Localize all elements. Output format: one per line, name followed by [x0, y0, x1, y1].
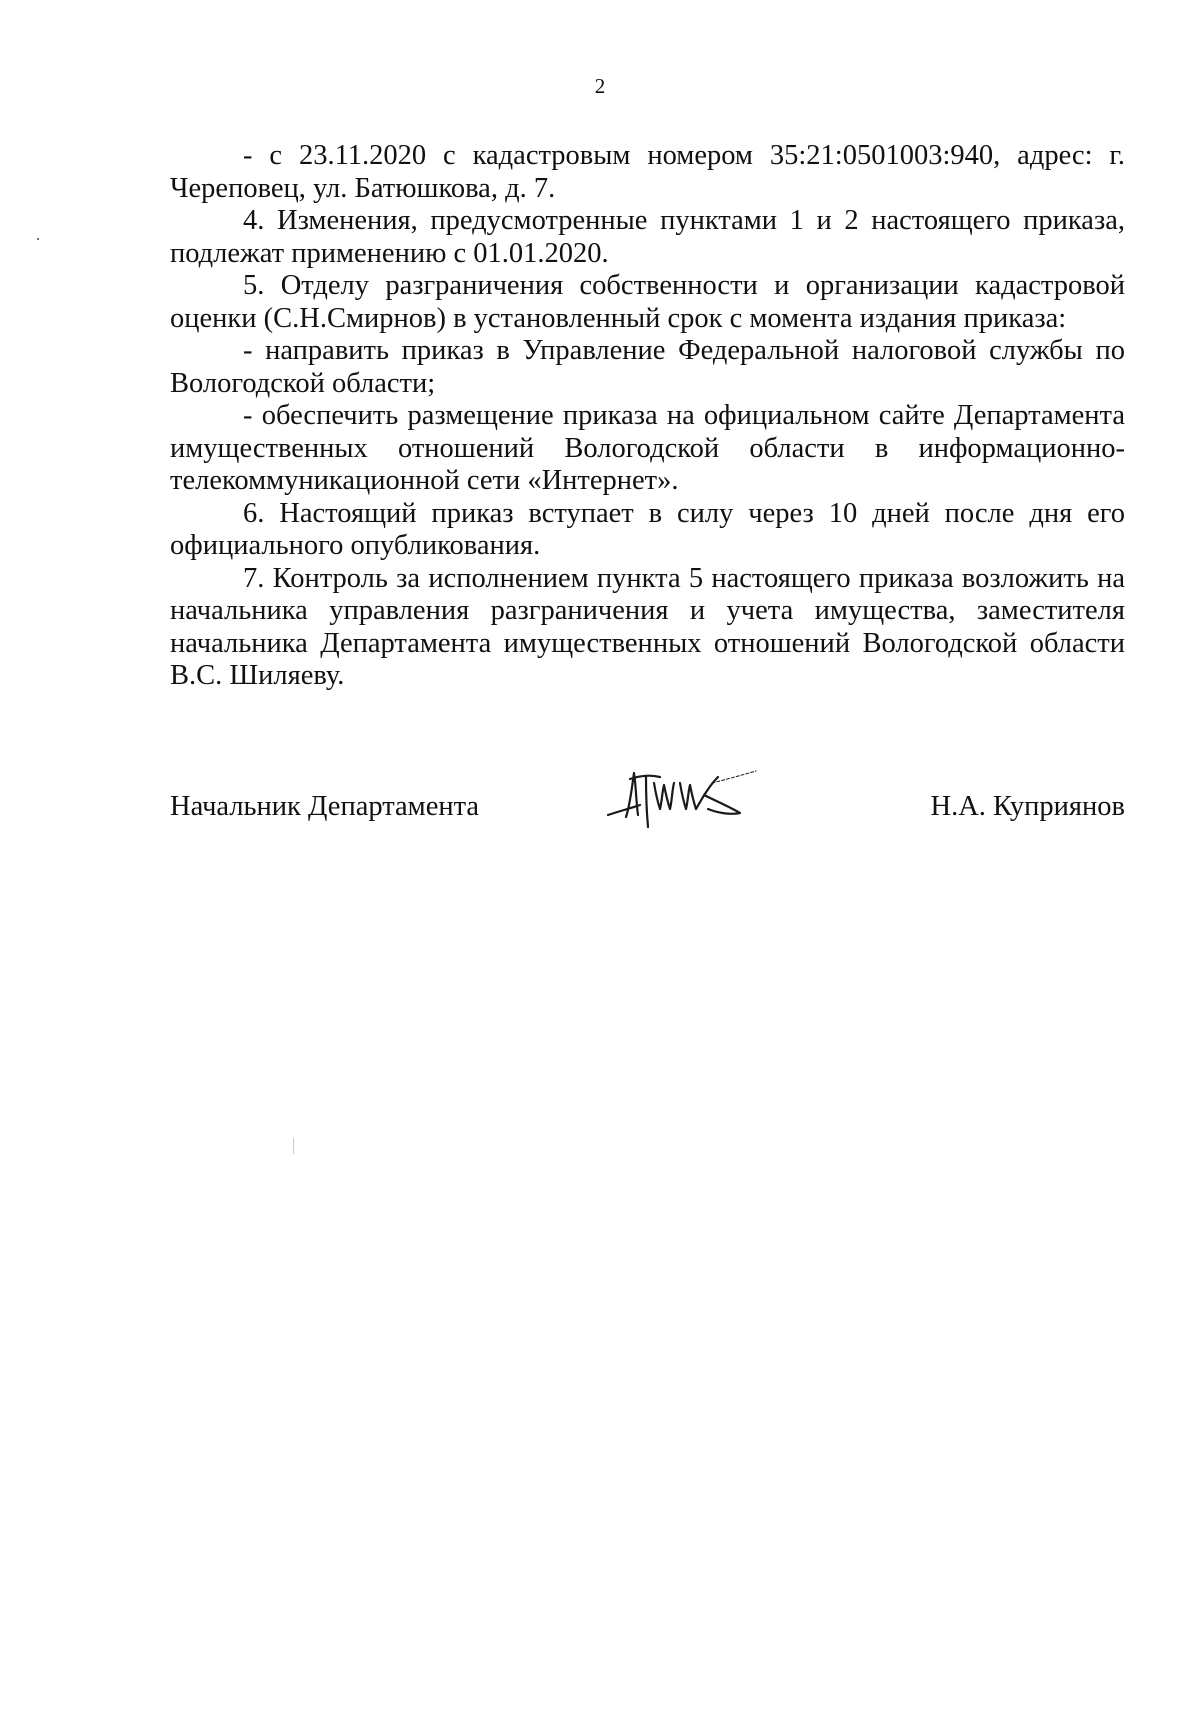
scan-artifact — [293, 1138, 294, 1154]
paragraph-item-5: 5. Отделу разграничения собственности и организации кадастровой оценки (С.Н.Смирнов) в установленный срок с момента издания приказа: — [170, 270, 1125, 334]
paragraph-cadastral-item: - с 23.11.2020 с кадастровым номером 35:21:0501003:940, адрес: г. Череповец, ул. Батюшкова, д. 7. — [170, 140, 1125, 204]
scan-artifact — [37, 238, 39, 240]
handwritten-signature-icon — [600, 765, 760, 835]
document-body — [170, 140, 1125, 693]
signatory-name: Н.А. Куприянов — [930, 791, 1125, 822]
signature-block — [170, 765, 1125, 855]
page-number: 2 — [594, 74, 606, 98]
signatory-position: Начальник Департамента — [170, 791, 480, 822]
paragraph-item-5-a: - направить приказ в Управление Федеральной налоговой службы по Вологодской области; — [170, 335, 1125, 399]
paragraph-item-4: 4. Изменения, предусмотренные пунктами 1 и 2 настоящего приказа, подлежат применению с 01.01.2020. — [170, 205, 1125, 269]
paragraph-item-7: 7. Контроль за исполнением пункта 5 настоящего приказа возложить на начальника управления разграничения и учета имущества, заместителя начальника Департамента имущественных отношений Вологодской области В.С. Шиляеву. — [170, 562, 1125, 691]
paragraph-item-5-b: - обеспечить размещение приказа на официальном сайте Департамента имущественных отношений Вологодской области в информационно-телекоммуникационной сети «Интернет». — [170, 400, 1125, 496]
paragraph-item-6: 6. Настоящий приказ вступает в силу через 10 дней после дня его официального опубликования. — [170, 497, 1125, 561]
